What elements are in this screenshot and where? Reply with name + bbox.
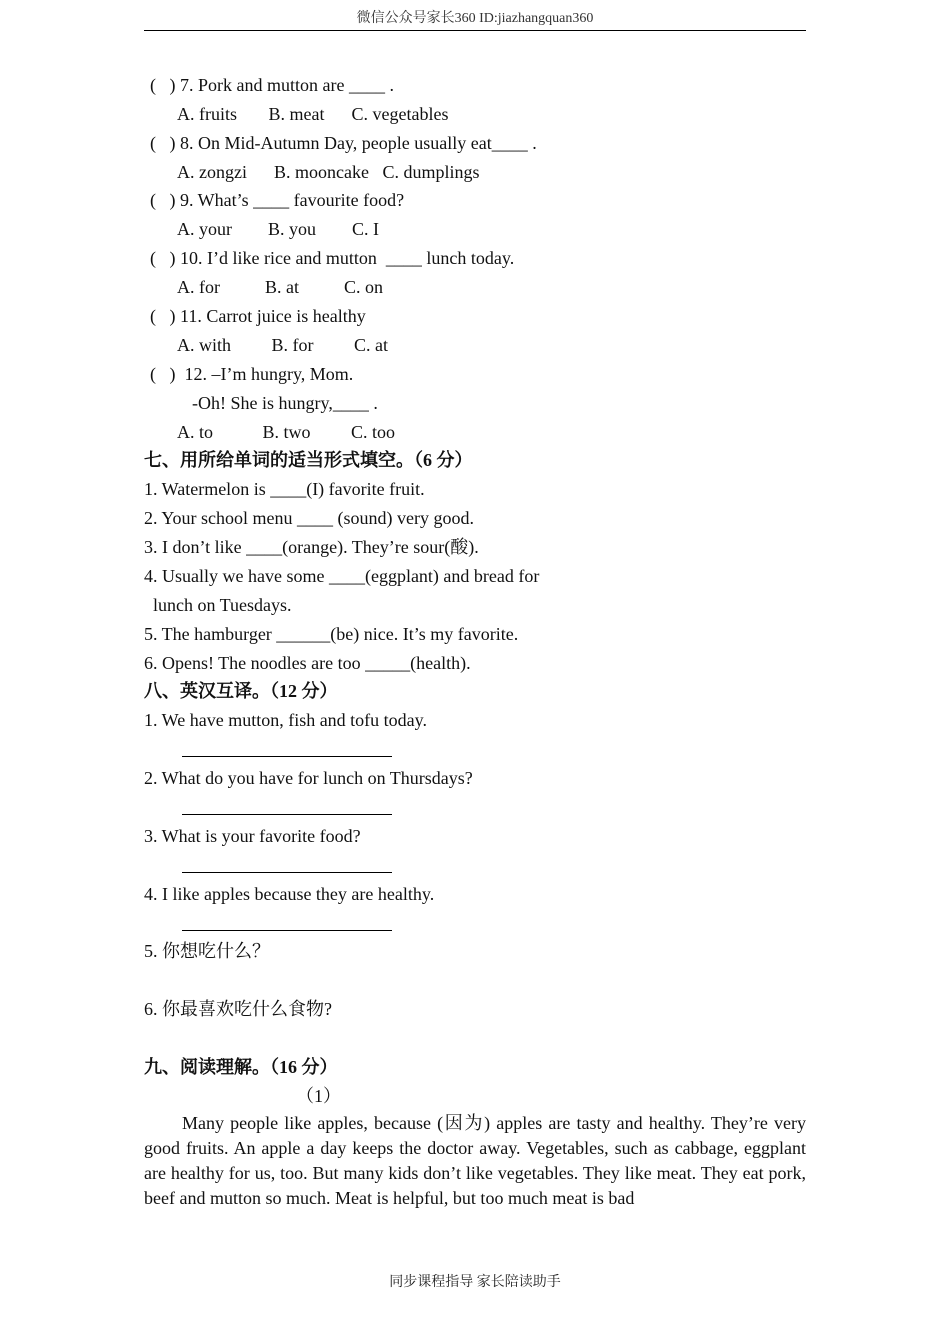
- question-10: ( ) 10. I’d like rice and mutton ____ lunch today.: [150, 248, 515, 268]
- question-10-options: A. for B. at C. on: [177, 277, 383, 297]
- answer-line-1: [182, 756, 392, 757]
- question-11: ( ) 11. Carrot juice is healthy: [150, 306, 366, 326]
- translation-item-4: 4. I like apples because they are healthy.: [144, 884, 435, 904]
- reading-passage: Many people like apples, because (因为) apples are tasty and healthy. They’re very good fruits. An apple a day keeps the doctor away. Vegetables, such as cabbage, eggplant are healthy for us, too. But many kids don’t like vegetables. They like meat. They eat pork, beef and mutton so much. Meat is helpful, but too much meat is bad: [144, 1113, 806, 1208]
- question-9: ( ) 9. What’s ____ favourite food?: [150, 190, 405, 210]
- translation-item-6: 6. 你最喜欢吃什么食物?: [144, 999, 332, 1019]
- section-7-item: 2. Your school menu ____ (sound) very good.: [144, 508, 474, 528]
- translation-item-5: 5. 你想吃什么？: [144, 941, 270, 961]
- section-7-title: 七、用所给单词的适当形式填空。（6 分）: [144, 450, 473, 470]
- answer-line-4: [182, 930, 392, 931]
- question-12-options: A. to B. two C. too: [177, 422, 396, 442]
- section-7-item: 4. Usually we have some ____(eggplant) and bread for: [144, 566, 540, 586]
- translation-item-2: 2. What do you have for lunch on Thursdays?: [144, 768, 473, 788]
- section-9-title: 九、阅读理解。（16 分）: [144, 1057, 338, 1077]
- section-7-item-continued: lunch on Tuesdays.: [144, 595, 292, 615]
- question-12: ( ) 12. –I’m hungry, Mom.: [150, 364, 354, 384]
- question-8-options: A. zongzi B. mooncake C. dumplings: [177, 162, 480, 182]
- page-footer: 同步课程指导 家长陪读助手: [389, 1275, 561, 1290]
- section-7-item: 3. I don’t like ____(orange). They’re sour(酸).: [144, 537, 479, 557]
- section-8-title: 八、英汉互译。（12 分）: [144, 681, 338, 701]
- question-7-options: A. fruits B. meat C. vegetables: [177, 104, 449, 124]
- question-7: ( ) 7. Pork and mutton are ____ .: [150, 75, 394, 95]
- question-12-sub: -Oh! She is hungry,____ .: [192, 393, 378, 413]
- question-9-options: A. your B. you C. I: [177, 219, 379, 239]
- question-8: ( ) 8. On Mid-Autumn Day, people usually eat____ .: [150, 133, 537, 153]
- page-header: 微信公众号家长360 ID:jiazhangquan360: [144, 10, 806, 31]
- answer-line-3: [182, 872, 392, 873]
- section-7-item: 5. The hamburger ______(be) nice. It’s my favorite.: [144, 624, 519, 644]
- section-7-item: 6. Opens! The noodles are too _____(health).: [144, 653, 471, 673]
- question-11-options: A. with B. for C. at: [177, 335, 388, 355]
- section-7-item: 1. Watermelon is ____(I) favorite fruit.: [144, 479, 425, 499]
- answer-line-2: [182, 814, 392, 815]
- passage-number: （1）: [296, 1086, 341, 1106]
- translation-item-1: 1. We have mutton, fish and tofu today.: [144, 710, 427, 730]
- translation-item-3: 3. What is your favorite food?: [144, 826, 361, 846]
